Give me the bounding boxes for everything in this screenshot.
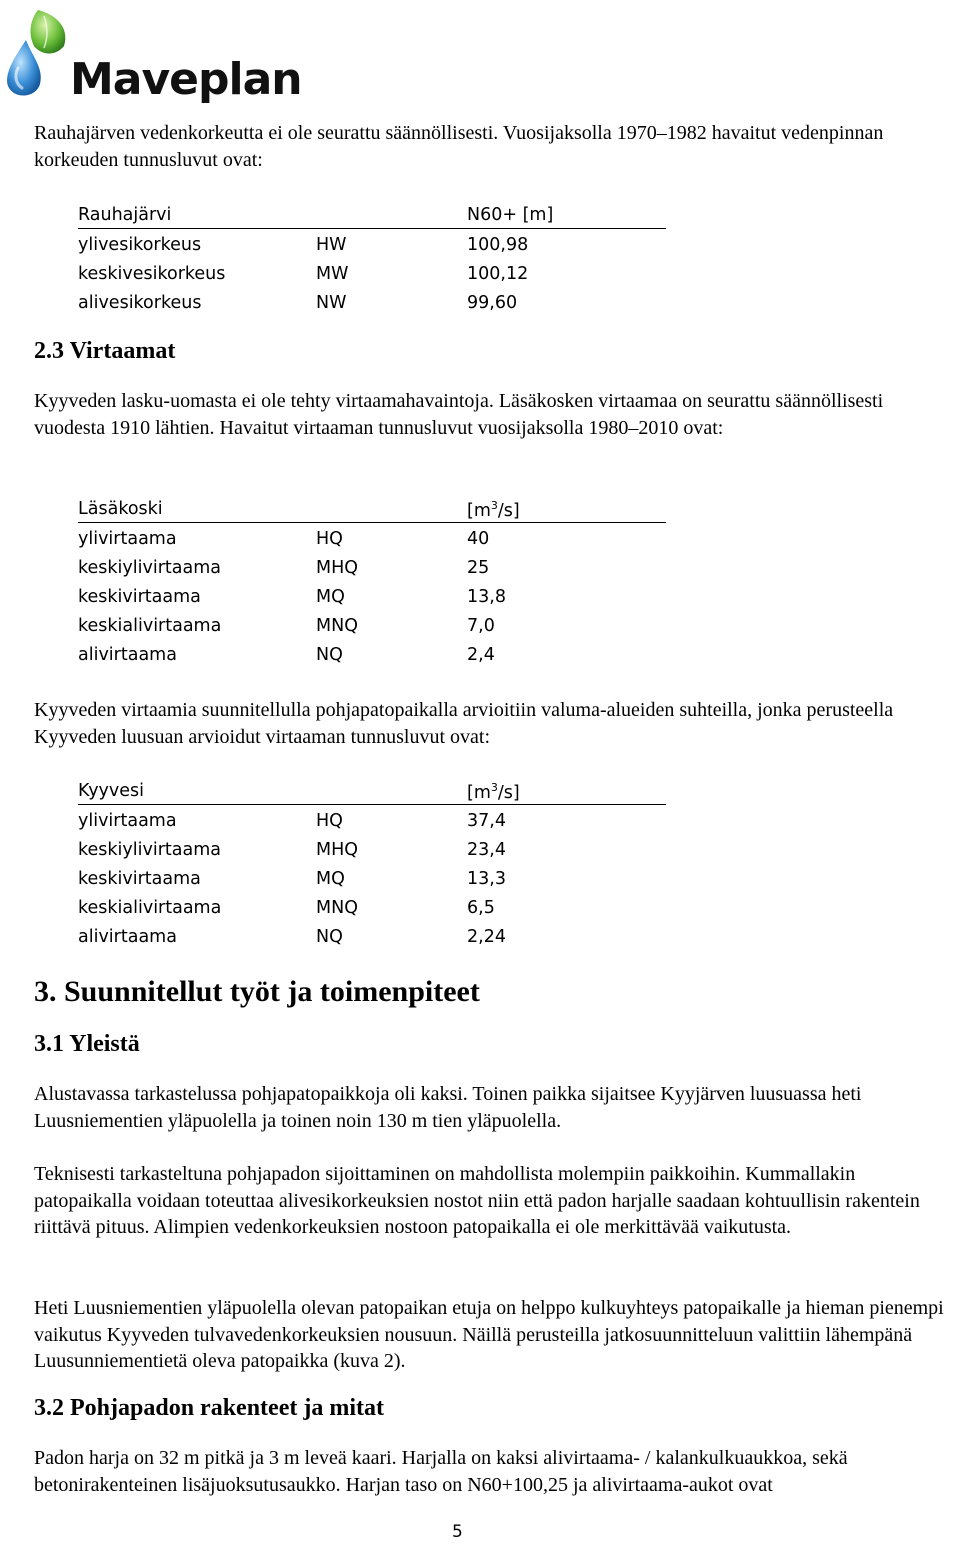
table-row <box>78 807 666 836</box>
general-paragraph-1: Alustavassa tarkastelussa pohjapatopaikkoja oli kaksi. Toinen paikka sijaitsee Kyyjärven luusuassa heti Luusniementien yläpuolella ja toinen noin 130 m tien yläpuolella. <box>34 1083 862 1132</box>
subheading-general: 3.1 Yleistä <box>34 1031 140 1057</box>
table-cell: keskivesikorkeus <box>78 264 226 284</box>
kyyvesi-flow-table <box>78 777 666 952</box>
table-cell: alivirtaama <box>78 645 177 665</box>
unit-superscript: 3 <box>490 499 498 512</box>
unit-prefix: [m <box>467 782 491 803</box>
table-row <box>78 612 666 641</box>
table-unit-header <box>467 781 520 803</box>
table-header-cell: Kyyvesi <box>78 781 145 801</box>
general-paragraph-2: Teknisesti tarkasteltuna pohjapadon sijoittaminen on mahdollista molempiin paikkoihin. Kummallakin patopaikalla voidaan toteuttaa alivesikorkeuksien nostot niin että padon harjalle saadaan kohtuullisin rakentein riittävä pituus. Alimpien vedenkorkeuksien nostoon patopaikalla ei ole merkittävää vaikutusta. <box>34 1163 920 1238</box>
flows-paragraph-1: Kyyveden lasku-uomasta ei ole tehty virtaamahavaintoja. Läsäkosken virtaamaa on seurattu säännöllisesti vuodesta 1910 lähtien. Havaitut virtaaman tunnusluvut vuosijaksolla 1980–2010 ovat: <box>34 390 884 439</box>
table-cell: 2,4 <box>467 645 495 665</box>
table-header-row <box>78 495 666 523</box>
table-cell: ylivirtaama <box>78 811 177 831</box>
table-cell: keskialivirtaama <box>78 616 222 636</box>
table-row <box>78 583 666 612</box>
table-row <box>78 923 666 952</box>
unit-suffix: /s] <box>497 500 520 521</box>
structures-paragraph-1: Padon harja on 32 m pitkä ja 3 m leveä kaari. Harjalla on kaksi alivirtaama- / kalankulkuaukkoa, sekä betonirakenteinen lisäjuoksutusaukko. Harjan taso on N60+100,25 ja alivirtaama-aukot ovat <box>34 1447 848 1496</box>
table-cell: 7,0 <box>467 616 495 636</box>
table-cell: ylivesikorkeus <box>78 235 202 255</box>
table-cell: 2,24 <box>467 927 506 947</box>
table-row <box>78 289 666 318</box>
table-row <box>78 525 666 554</box>
table-cell: keskivirtaama <box>78 869 201 889</box>
table-unit-header <box>467 499 520 521</box>
table-cell: alivesikorkeus <box>78 293 202 313</box>
table-cell: keskialivirtaama <box>78 898 222 918</box>
table-cell: 100,12 <box>467 264 529 284</box>
table-cell: MW <box>316 264 349 284</box>
table-cell: keskiylivirtaama <box>78 558 221 578</box>
table-row <box>78 641 666 670</box>
table-row <box>78 836 666 865</box>
table-cell: 13,8 <box>467 587 506 607</box>
table-cell: alivirtaama <box>78 927 177 947</box>
table-cell: 37,4 <box>467 811 506 831</box>
table-cell: NW <box>316 293 347 313</box>
lasakoski-flow-table <box>78 495 666 670</box>
unit-prefix: [m <box>467 500 491 521</box>
table-cell: keskiylivirtaama <box>78 840 221 860</box>
table-cell: 100,98 <box>467 235 529 255</box>
table-row <box>78 554 666 583</box>
table-header-cell: Läsäkoski <box>78 499 163 519</box>
unit-suffix: /s] <box>497 782 520 803</box>
section-heading-flows: 2.3 Virtaamat <box>34 338 176 364</box>
table-cell: 99,60 <box>467 293 518 313</box>
table-row <box>78 865 666 894</box>
table-header-row <box>78 777 666 805</box>
table-cell: ylivirtaama <box>78 529 177 549</box>
table-row <box>78 260 666 289</box>
table-row <box>78 894 666 923</box>
table-header-row <box>78 201 666 229</box>
maveplan-logo <box>4 6 334 106</box>
table-cell: 23,4 <box>467 840 506 860</box>
table-cell: 25 <box>467 558 490 578</box>
table-cell: MQ <box>316 587 345 607</box>
water-level-table <box>78 201 666 318</box>
water-level-intro: Rauhajärven vedenkorkeutta ei ole seurattu säännöllisesti. Vuosijaksolla 1970–1982 havaitut vedenpinnan korkeuden tunnusluvut ovat: <box>34 122 884 171</box>
table-cell: MNQ <box>316 616 358 636</box>
table-cell: MNQ <box>316 898 358 918</box>
table-cell: MQ <box>316 869 345 889</box>
table-cell: 6,5 <box>467 898 495 918</box>
flows-paragraph-2: Kyyveden virtaamia suunnitellulla pohjapatopaikalla arvioitiin valuma-alueiden suhteilla, jonka perusteella Kyyveden luusuan arvioidut virtaaman tunnusluvut ovat: <box>34 699 894 748</box>
water-drop-leaf-icon <box>4 6 74 102</box>
section-heading-planned: 3. Suunnitellut työt ja toimenpiteet <box>34 975 480 1008</box>
table-cell: MHQ <box>316 558 359 578</box>
table-row <box>78 231 666 260</box>
table-cell: MHQ <box>316 840 359 860</box>
table-header-cell: N60+ [m] <box>467 205 554 225</box>
logo-text: Maveplan <box>70 54 302 105</box>
table-cell: NQ <box>316 645 343 665</box>
subheading-structures: 3.2 Pohjapadon rakenteet ja mitat <box>34 1395 384 1421</box>
table-cell: NQ <box>316 927 343 947</box>
table-cell: HW <box>316 235 347 255</box>
unit-superscript: 3 <box>490 781 498 794</box>
general-paragraph-3: Heti Luusniementien yläpuolella olevan patopaikan etuja on helppo kulkuyhteys patopaikalle ja hieman pienempi vaikutus Kyyveden tulvavedenkorkeuksien nousuun. Näillä perusteilla jatkosuunnitteluun valittiin lähempänä Luusunniementietä oleva patopaikka (kuva 2). <box>34 1297 944 1372</box>
table-cell: HQ <box>316 529 343 549</box>
table-cell: 13,3 <box>467 869 506 889</box>
page-number: 5 <box>452 1522 463 1542</box>
table-cell: keskivirtaama <box>78 587 201 607</box>
table-cell: 40 <box>467 529 490 549</box>
table-header-cell: Rauhajärvi <box>78 205 172 225</box>
table-cell: HQ <box>316 811 343 831</box>
